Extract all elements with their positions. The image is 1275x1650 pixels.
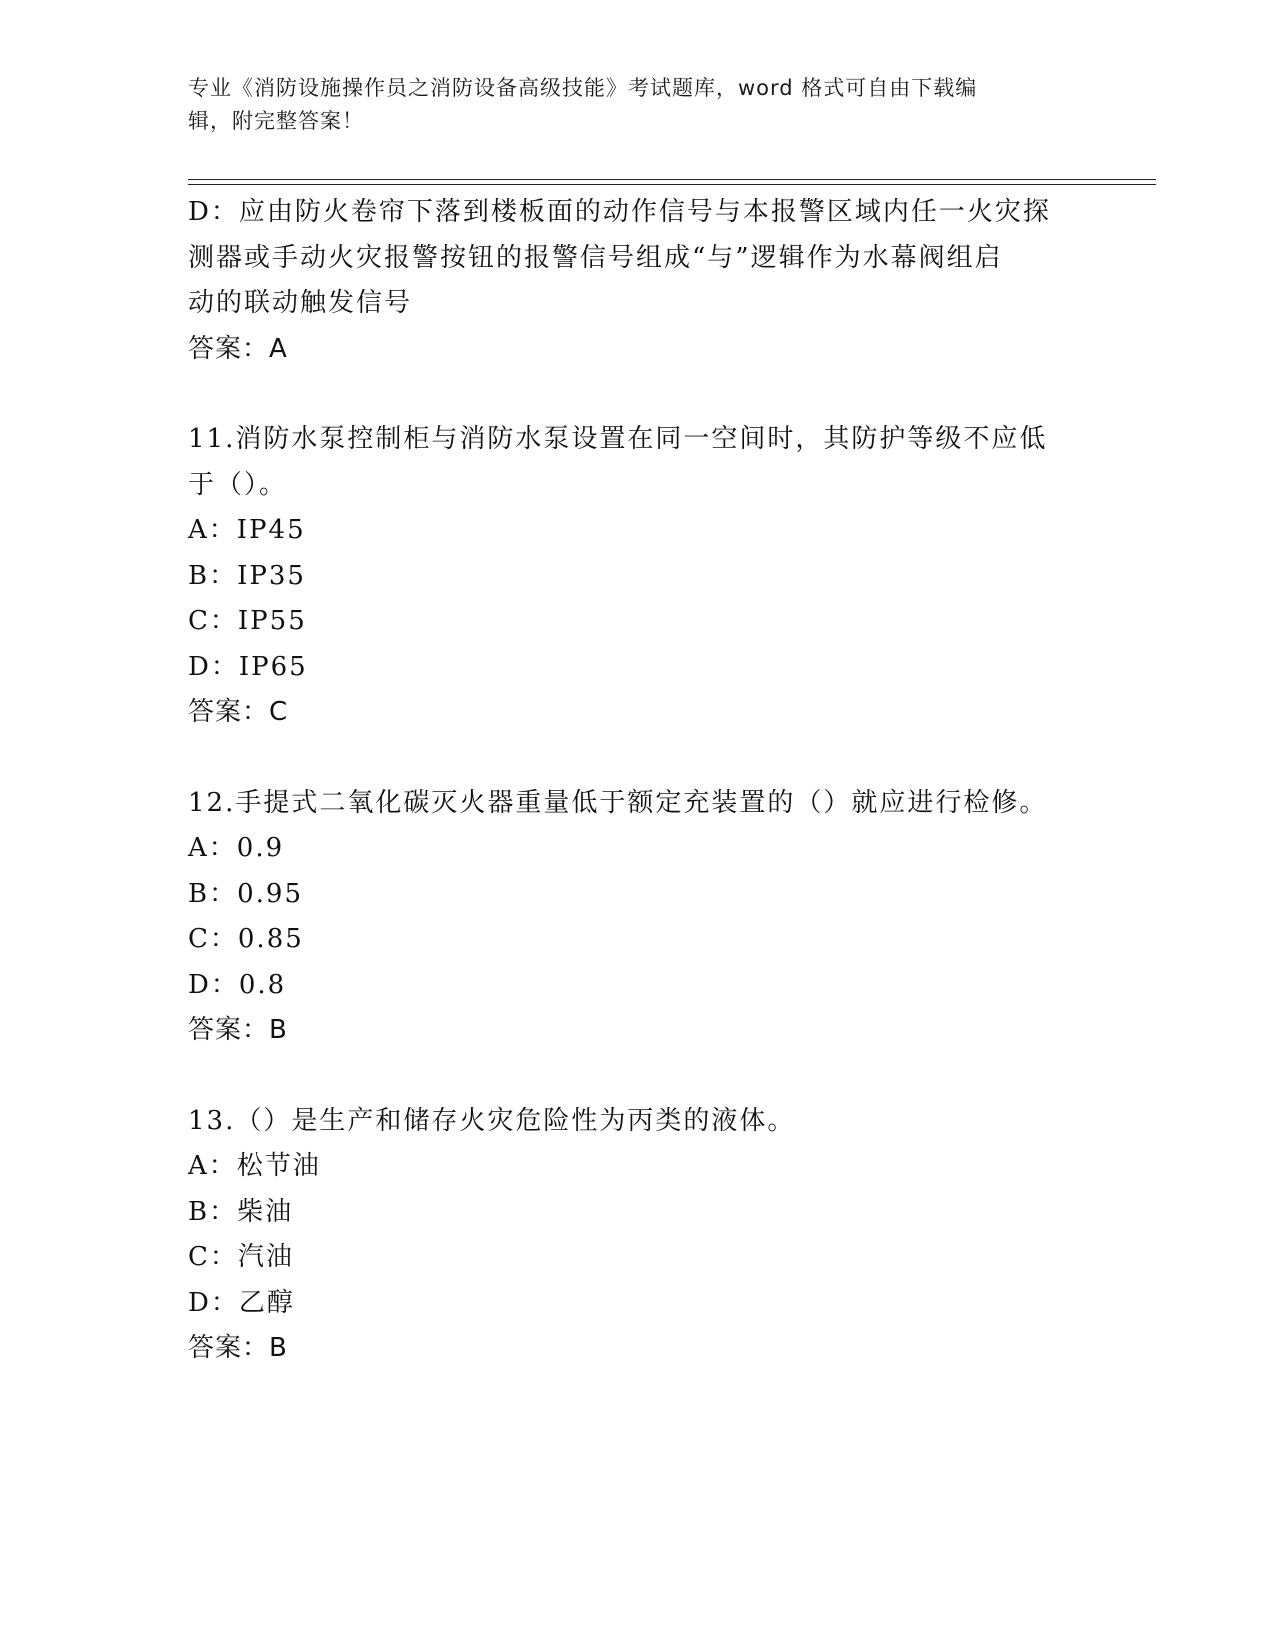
question-stem: 12.手提式二氧化碳灭火器重量低于额定充装置的（）就应进行检修。: [188, 787, 1048, 818]
option-a: A：松节油: [188, 1151, 321, 1181]
answer-line: 答案：B: [188, 1333, 288, 1363]
option-d: D：IP65: [188, 651, 308, 682]
question-stem: 13.（）是生产和储存火灾危险性为丙类的液体。: [188, 1105, 796, 1136]
question-11: [188, 417, 1088, 736]
document-header: [188, 72, 1068, 138]
document-body: [188, 190, 1088, 1372]
spacer: [188, 736, 1088, 781]
option-a: A：0.9: [188, 833, 285, 863]
option-b: B：柴油: [188, 1196, 294, 1227]
header-line-2: 辑，附完整答案！: [188, 109, 364, 133]
option-c: C：汽油: [188, 1242, 294, 1272]
option-a: A：IP45: [188, 515, 306, 545]
header-rule-bottom: [188, 184, 1156, 185]
option-b: B：0.95: [188, 878, 303, 909]
answer-line: 答案：C: [188, 697, 289, 727]
option-d: D：0.8: [188, 969, 287, 1000]
question-12: [188, 781, 1088, 1054]
header-rule-top: [188, 179, 1156, 180]
option-d-line-1: D：应由防火卷帘下落到楼板面的动作信号与本报警区域内任一火灾探: [188, 197, 1051, 227]
spacer: [188, 1054, 1088, 1099]
option-d: D：乙醇: [188, 1287, 295, 1318]
question-13: [188, 1099, 1088, 1372]
spacer: [188, 372, 1088, 417]
option-c: C：IP55: [188, 606, 307, 636]
header-line-1: 专业《消防设施操作员之消防设备高级技能》考试题库，word 格式可自由下载编: [188, 76, 978, 100]
question-stem: 11.消防水泵控制柜与消防水泵设置在同一空间时，其防护等级不应低: [188, 424, 1048, 454]
question-10-tail: [188, 190, 1088, 372]
question-stem: 于（）。: [188, 469, 288, 500]
answer-line: 答案：A: [188, 333, 288, 364]
option-b: B：IP35: [188, 560, 306, 591]
answer-line: 答案：B: [188, 1015, 288, 1045]
option-c: C：0.85: [188, 924, 304, 954]
option-d-line-3: 动的联动触发信号: [188, 288, 413, 318]
option-d-line-2: 测器或手动火灾报警按钮的报警信号组成“与”逻辑作为水幕阀组启: [188, 242, 1003, 273]
